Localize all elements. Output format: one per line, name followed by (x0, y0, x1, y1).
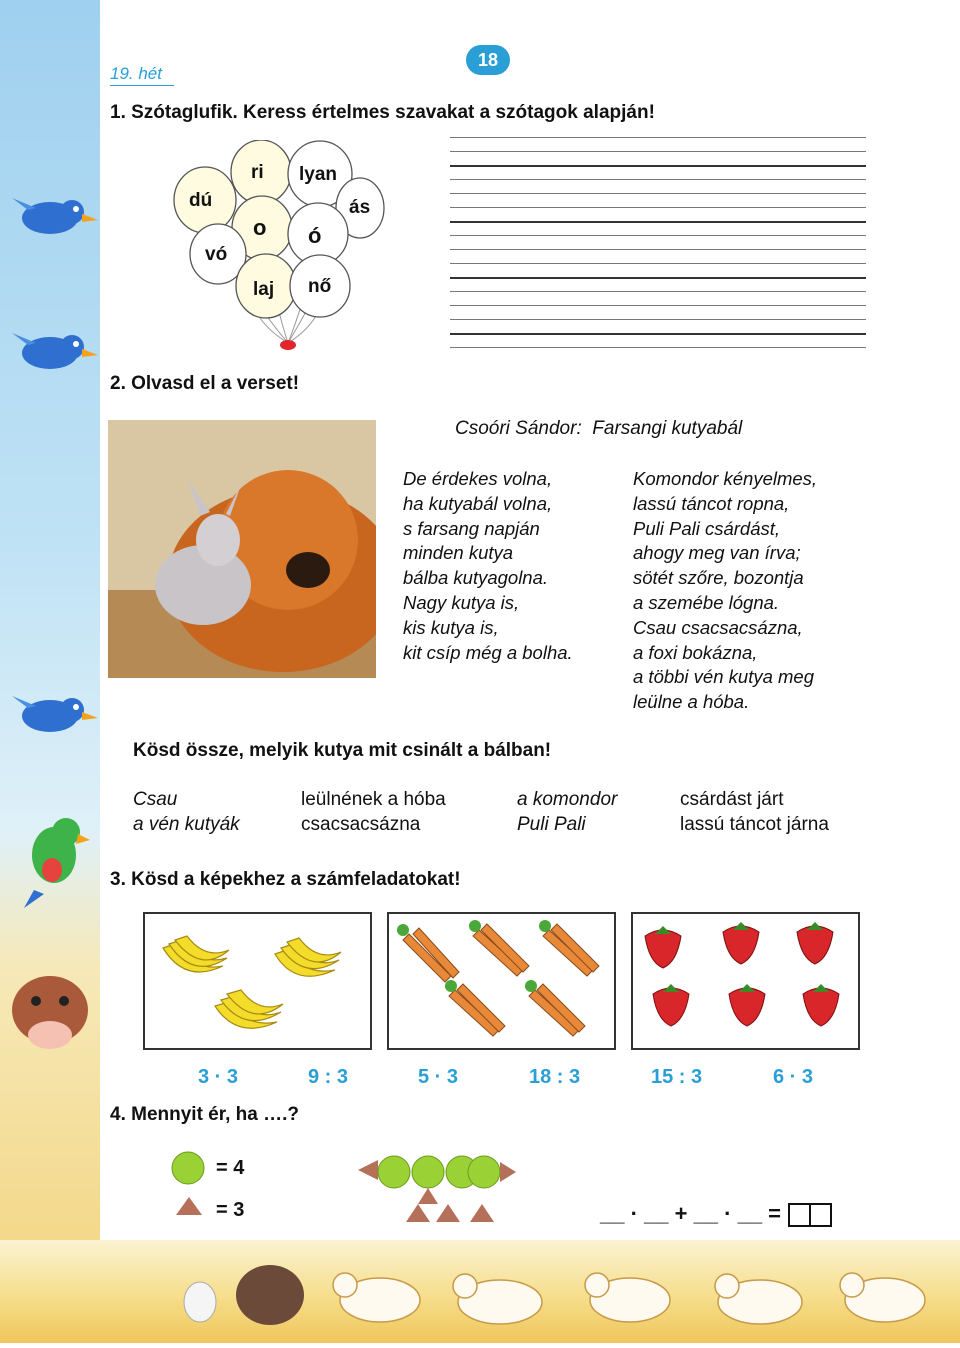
bottom-decorative-strip (0, 1240, 960, 1343)
bird-icon (10, 325, 100, 380)
strawberries-illustration (633, 914, 858, 1048)
math-expression[interactable]: 9 : 3 (308, 1066, 349, 1088)
carrot-picture-box[interactable] (387, 912, 616, 1050)
math-expression[interactable]: 5 · 3 (418, 1066, 459, 1088)
writing-lines[interactable] (450, 137, 866, 352)
syllable-balloon: ó (308, 223, 322, 248)
calf-icon (0, 955, 100, 1065)
triangle-value: = 3 (216, 1199, 245, 1221)
syllable-balloon: vó (205, 244, 228, 265)
match-dog[interactable]: a vén kutyák (133, 814, 240, 835)
answer-digit-box[interactable] (790, 1205, 811, 1225)
syllable-balloon: dú (189, 190, 213, 211)
strawberry-picture-box[interactable] (631, 912, 860, 1050)
match-task-title: Kösd össze, melyik kutya mit csinált a bálban! (133, 740, 552, 761)
poem-stanza-2: Komondor kényelmes, lassú táncot ropna, Puli Pali csárdást, ahogy meg van írva; sötét szőre, bozontja a szemébe lógna. Csau csacsacsázna, a foxi bokázna, a többi vén kutya meg leülne a hóba. (633, 468, 818, 713)
syllable-balloon: nő (308, 276, 332, 297)
task4-title: 4. Mennyit ér, ha ….? (110, 1104, 299, 1125)
week-label: 19. hét (110, 64, 174, 86)
carrots-illustration (389, 914, 614, 1048)
poem-stanza-1: De érdekes volna, ha kutyabál volna, s farsang napján minden kutya bálba kutyagolna. Nagy kutya is, kis kutya is, kit csíp még a bolha. (403, 468, 573, 663)
task2-title: 2. Olvasd el a verset! (110, 373, 300, 394)
balloons-illustration (170, 140, 385, 355)
bird-icon (10, 688, 100, 743)
answer-boxes[interactable] (788, 1203, 832, 1227)
math-expression[interactable]: 18 : 3 (529, 1066, 581, 1088)
task3-title: 3. Kösd a képekhez a számfeladatokat! (110, 869, 461, 890)
poem-title: Csoóri Sándor: Farsangi kutyabál (455, 418, 743, 439)
math-expression[interactable]: 6 · 3 (773, 1066, 814, 1088)
triangle-icon (174, 1195, 204, 1217)
answer-digit-box[interactable] (811, 1205, 830, 1225)
math-expression[interactable]: 3 · 3 (198, 1066, 239, 1088)
syllable-balloon: laj (253, 279, 275, 300)
match-dog[interactable]: Puli Pali (517, 814, 586, 835)
match-dog[interactable]: Csau (133, 789, 178, 810)
bananas-illustration (145, 914, 370, 1048)
math-expression[interactable]: 15 : 3 (651, 1066, 703, 1088)
answer-template: __ · __ + __ · __ = (600, 1201, 782, 1226)
syllable-balloon: ri (251, 162, 264, 183)
syllable-balloon: ás (349, 197, 371, 218)
match-action[interactable]: leülnének a hóba (301, 789, 446, 810)
dog-photo (108, 420, 376, 678)
match-action[interactable]: csárdást járt (680, 789, 784, 810)
bird-icon (10, 190, 100, 245)
green-circle-icon (170, 1150, 206, 1186)
match-dog[interactable]: a komondor (517, 789, 618, 810)
farm-animals-illustration (0, 1240, 960, 1343)
circle-value: = 4 (216, 1157, 245, 1179)
match-action[interactable]: lassú táncot járna (680, 814, 829, 835)
banana-picture-box[interactable] (143, 912, 372, 1050)
task1-title: 1. Szótaglufik. Keress értelmes szavakat a szótagok alapján! (110, 102, 655, 123)
syllable-balloon: lyan (299, 164, 338, 185)
page-number-badge: 18 (466, 45, 510, 75)
caterpillar-shapes-illustration (350, 1150, 520, 1225)
syllable-balloon: o (253, 215, 267, 240)
parrot-icon (4, 810, 98, 910)
match-action[interactable]: csacsacsázna (301, 814, 421, 835)
